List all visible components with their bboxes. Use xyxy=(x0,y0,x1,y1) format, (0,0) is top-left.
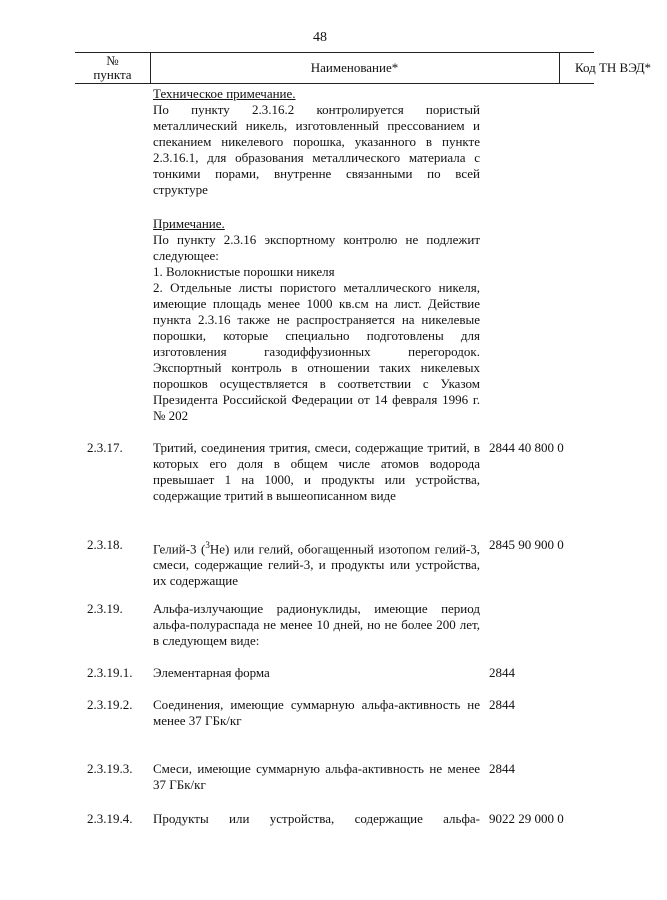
technical-note-title: Техническое примечание. xyxy=(153,86,296,101)
page-number: 48 xyxy=(313,30,327,45)
row-number: 2.3.19.4. xyxy=(87,811,133,826)
row-code: 2844 xyxy=(489,697,515,712)
table-header xyxy=(75,52,652,84)
row-description: Продукты или устройства, содержащие альфа- xyxy=(153,811,480,826)
row-code: 2844 xyxy=(489,665,515,680)
row-number: 2.3.19.1. xyxy=(87,665,133,680)
row-number: 2.3.18. xyxy=(87,537,123,552)
row-number: 2.3.19. xyxy=(87,601,123,616)
row-number: 2.3.17. xyxy=(87,440,123,455)
row-description: Соединения, имеющие суммарную альфа-активность не менее 37 ГБк/кг xyxy=(153,697,480,728)
row-description: Смеси, имеющие суммарную альфа-активность не менее 37 ГБк/кг xyxy=(153,761,480,792)
row-code: 9022 29 000 0 xyxy=(489,811,564,826)
technical-note-text: По пункту 2.3.16.2 контролируется пористый металлический никель, изготовленный прессованием и спеканием никелевого порошка, указанного в пункте 2.3.16.1, для образования металлического материала с тонкими порами, внутренне связанными по всей структуре xyxy=(153,102,480,197)
header-item-number-line1: № xyxy=(106,53,119,68)
row-number: 2.3.19.3. xyxy=(87,761,133,776)
note-title: Примечание. xyxy=(153,216,225,231)
header-code: Код ТН ВЭД* xyxy=(574,60,652,75)
row-description-part: He) или гелий, обогащенный изотопом гелий-3, смеси, содержащие гелий-3, и продукты или устройства, их содержащие xyxy=(153,541,481,589)
header-item-number xyxy=(75,53,150,84)
technical-note xyxy=(153,86,480,198)
row-description xyxy=(153,537,480,589)
note-item-2: 2. Отдельные листы пористого металлического никеля, имеющие площадь менее 1000 кв.см на лист. Действие пункта 2.3.16 также не распространяется на никелевые порошки, которые специально подготовлены для изготовления газодиффузионных перегородок. Экспортный контроль в отношении таких никелевых порошков осуществляется в соответствии с Указом Президента Российской Федерации от 14 февраля 1996 г. № 202 xyxy=(153,280,480,423)
note-item-1: 1. Волокнистые порошки никеля xyxy=(153,264,335,279)
note xyxy=(153,216,480,424)
header-name: Наименование* xyxy=(310,60,399,75)
row-number: 2.3.19.2. xyxy=(87,697,133,712)
header-item-number-line2: пункта xyxy=(93,67,132,82)
row-description: Тритий, соединения трития, смеси, содержащие тритий, в которых его доля в общем числе атомов водорода превышает 1 на 1000, и продукты или устройства, содержащие тритий в вышеописанном виде xyxy=(153,440,480,503)
row-code: 2845 90 900 0 xyxy=(489,537,564,552)
row-description: Элементарная форма xyxy=(153,665,270,680)
row-code: 2844 40 800 0 xyxy=(489,440,564,455)
row-description: Альфа-излучающие радионуклиды, имеющие период альфа-полураспада не менее 10 дней, но не более 200 лет, в следующем виде: xyxy=(153,601,480,648)
row-description-part: Гелий-3 ( xyxy=(153,541,206,557)
isotope-superscript: 3 xyxy=(205,540,210,550)
note-intro: По пункту 2.3.16 экспортному контролю не подлежит следующее: xyxy=(153,232,480,263)
row-code: 2844 xyxy=(489,761,515,776)
